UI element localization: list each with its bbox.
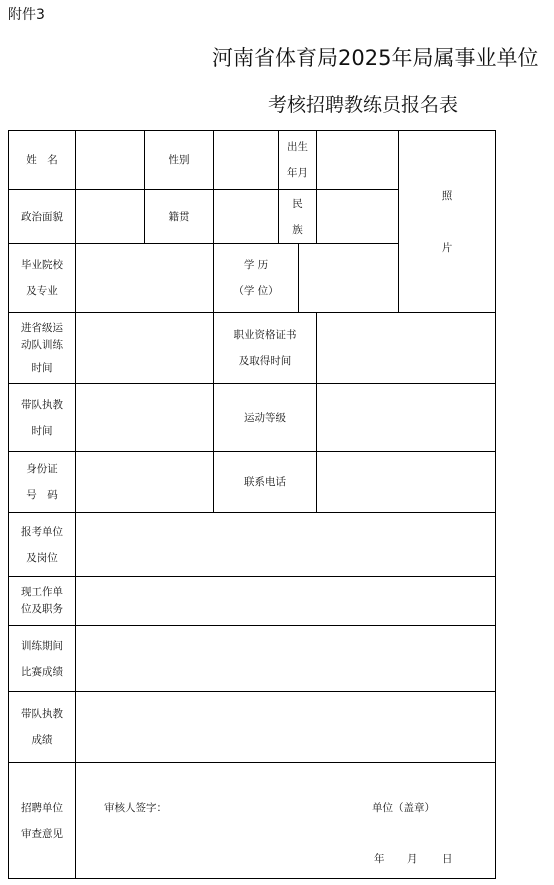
- coaching-time-label-cell: [8, 383, 76, 452]
- gender-value-cell[interactable]: [213, 130, 279, 190]
- coaching-results-value-cell[interactable]: [75, 691, 496, 763]
- sport-level-label-cell: [213, 383, 317, 452]
- apply-position-label-line1: 报考单位: [21, 525, 63, 538]
- current-job-value-cell[interactable]: [75, 576, 496, 626]
- phone-value-cell[interactable]: [316, 451, 496, 513]
- photo-cell[interactable]: [398, 130, 496, 313]
- sport-level-label: 运动等级: [244, 411, 286, 424]
- education-label-line2: （学 位）: [233, 285, 279, 297]
- unit-seal-label: 单位（盖章）: [372, 802, 435, 814]
- native-place-label: 籍贯: [168, 210, 190, 223]
- education-value-cell[interactable]: [298, 243, 399, 313]
- training-results-label-line2: 比赛成绩: [21, 665, 63, 678]
- date-month-label: 月: [407, 853, 418, 865]
- phone-label: 联系电话: [244, 476, 286, 488]
- ethnicity-value-cell[interactable]: [316, 189, 399, 244]
- gender-label-cell: [144, 130, 214, 190]
- provincial-team-label-line3: 时间: [31, 361, 53, 374]
- qualification-label-line2: 及取得时间: [238, 355, 292, 367]
- name-value-cell[interactable]: [75, 130, 145, 190]
- birth-label-line1: 出生: [287, 141, 308, 153]
- coaching-time-label-line2: 时间: [31, 424, 53, 437]
- review-opinion-label-line1: 招聘单位: [21, 801, 63, 814]
- coaching-results-label-line2: 成绩: [31, 734, 53, 746]
- review-opinion-label-cell: [8, 762, 76, 879]
- coaching-results-label-cell: [8, 691, 76, 763]
- name-label: 姓 名: [26, 154, 58, 166]
- political-value-cell[interactable]: [75, 189, 145, 244]
- current-job-label-cell: [8, 576, 76, 626]
- name-label-cell: [8, 130, 76, 190]
- native-place-value-cell[interactable]: [213, 189, 279, 244]
- political-label-cell: [8, 189, 76, 244]
- qualification-label-line1: 职业资格证书: [233, 329, 297, 341]
- coaching-time-label-line1: 带队执教: [21, 398, 63, 411]
- ethnicity-label-line1: 民: [292, 197, 303, 210]
- school-label-line2: 及专业: [26, 285, 58, 297]
- provincial-team-label-cell: [8, 312, 76, 384]
- id-card-label-line1: 身份证: [26, 463, 58, 475]
- provincial-team-value-cell[interactable]: [75, 312, 214, 384]
- native-place-label-cell: [144, 189, 214, 244]
- current-job-label-line1: 现工作单: [21, 586, 63, 598]
- apply-position-value-cell[interactable]: [75, 512, 496, 577]
- coaching-results-label-line1: 带队执教: [21, 708, 63, 720]
- training-results-value-cell[interactable]: [75, 625, 496, 692]
- ethnicity-label-line2: 族: [292, 223, 303, 236]
- form-title-line1: 河南省体育局2025年局属事业单位: [212, 46, 539, 70]
- sport-level-value-cell[interactable]: [316, 383, 496, 452]
- id-card-label-line2: 号 码: [26, 489, 58, 501]
- training-results-label-line1: 训练期间: [21, 639, 63, 652]
- photo-label-line2: 片: [441, 241, 453, 254]
- photo-label-line1: 照: [441, 189, 453, 202]
- qualification-value-cell[interactable]: [316, 312, 496, 384]
- training-results-label-cell: [8, 625, 76, 692]
- school-label-cell: [8, 243, 76, 313]
- qualification-label-cell: [213, 312, 317, 384]
- phone-label-cell: [213, 451, 317, 513]
- current-job-label-line2: 位及职务: [21, 603, 63, 615]
- annex-label: 附件3: [8, 7, 45, 23]
- apply-position-label-cell: [8, 512, 76, 577]
- id-card-value-cell[interactable]: [75, 451, 214, 513]
- reviewer-signature-label: 审核人签字：: [104, 802, 167, 814]
- gender-label: 性别: [168, 154, 190, 166]
- apply-position-label-line2: 及岗位: [26, 551, 58, 564]
- review-opinion-label-line2: 审查意见: [21, 827, 63, 840]
- ethnicity-label-cell: [278, 189, 317, 244]
- provincial-team-label-line2: 动队训练: [21, 338, 63, 351]
- school-label-line1: 毕业院校: [21, 259, 63, 271]
- birth-label-line2: 年月: [287, 167, 308, 179]
- education-label-cell: [213, 243, 299, 313]
- birth-value-cell[interactable]: [316, 130, 399, 190]
- provincial-team-label-line1: 进省级运: [21, 321, 63, 334]
- education-label-line1: 学 历: [243, 259, 269, 271]
- political-label: 政治面貌: [21, 210, 63, 223]
- form-title-line2: 考核招聘教练员报名表: [268, 94, 459, 116]
- school-value-cell[interactable]: [75, 243, 214, 313]
- date-day-label: 日: [442, 853, 453, 865]
- id-card-label-cell: [8, 451, 76, 513]
- date-year-label: 年: [374, 853, 385, 865]
- registration-form-table: [8, 130, 496, 879]
- birth-label-cell: [278, 130, 317, 190]
- review-opinion-value-cell[interactable]: [75, 762, 496, 879]
- coaching-time-value-cell[interactable]: [75, 383, 214, 452]
